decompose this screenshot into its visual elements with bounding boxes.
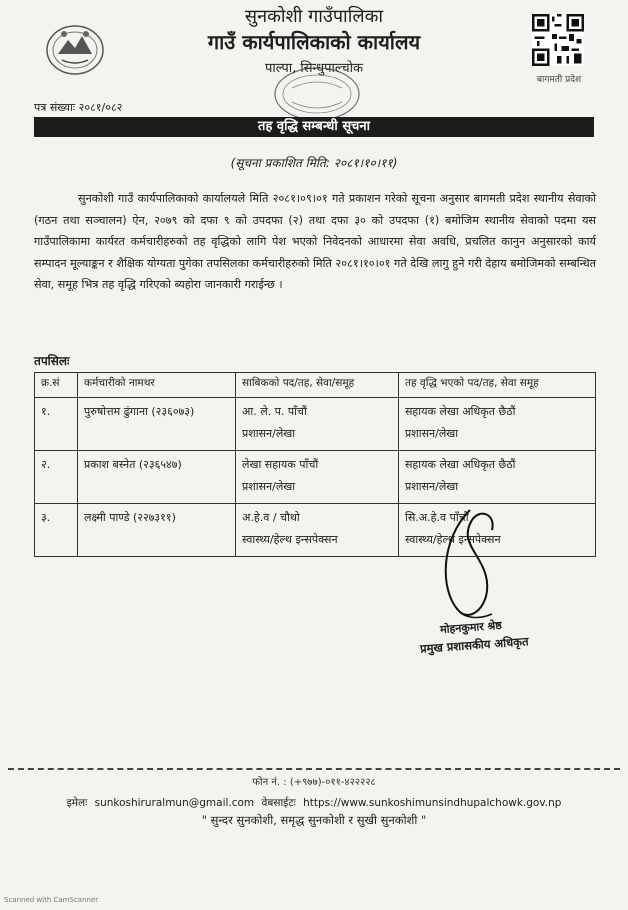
new-group: प्रशासन/लेखा (405, 480, 459, 493)
footer-contact (0, 796, 628, 810)
body-paragraph: सुनकोशी गाउँ कार्यपालिकाको कार्यालयले मिति २०८१।०९।०१ गते प्रकाशन गरेको सूचना अनुसार बागमती प्रदेश स्थानीय सेवाको (गठन तथा सञ्चालन) ऐन, २०७९ को दफा ९ को उपदफा (२) तथा दफा ३० को उपदफा (१) बमोजिम स्थानीय सेवाको पदमा यस गाउँपालिकामा कार्यरत कर्मचारीहरुको तह वृद्धिको लागि पेश भएको निवेदनको आधारमा सेवा अवधि, प्रचलित कानुन अनुसारको कार्य सम्पादन मूल्याङ्कन र शैक्षिक योग्यता पुगेका तपसिलका कर्मचारीहरुको मिति २०८१।१०।०१ गते देखि लागु हुने गरी देहाय बमोजिमको सम्बन्धित सेवा, समूह भित्र तह वृद्धि गरिएको ब्यहोरा जानकारी गराईन्छ । (34, 192, 596, 292)
cell-previous-post (236, 398, 399, 451)
cell-previous-post (236, 504, 399, 557)
office-address: पाल्पा, सिन्धुपाल्चोक (265, 61, 363, 76)
header-new-post: तह वृद्धि भएको पद/तह, सेवा समूह (399, 373, 596, 398)
qr-caption: बागमती प्रदेश (536, 75, 582, 85)
details-label: तपसिलः (34, 354, 70, 368)
reference-number (34, 100, 122, 115)
notice-body (34, 188, 596, 296)
cell-sn: २. (35, 451, 78, 504)
footer-slogan: " सुन्दर सुनकोशी, समृद्ध सुनकोशी र सुखी सुनकोशी " (201, 813, 427, 827)
email-label: इमेलः (66, 797, 88, 809)
new-group: स्वास्थ्य/हेल्थ इन्सपेक्सन (405, 533, 501, 546)
header-name: कर्मचारीको नामथर (78, 373, 236, 398)
previous-post: आ. ले. प. पाँचौं (242, 405, 307, 418)
footer-phone: फोन नं. : (+९७७)-०११-४२२२२८ (252, 777, 376, 788)
new-post: सि.अ.हे.व पाँचौं (405, 511, 469, 524)
notice-title: तह वृद्धि सम्बन्धी सूचना (34, 117, 594, 137)
qr-code-icon (532, 14, 584, 66)
ref-value: २०८१/०८२ (78, 101, 123, 114)
table-row (35, 451, 596, 504)
website-label: वेबसाईटः (261, 797, 296, 809)
header-sn: क्र.सं (35, 373, 78, 398)
table-header-row (35, 373, 596, 398)
table-row (35, 398, 596, 451)
header-previous-post: साबिकको पद/तह, सेवा/समूह (236, 373, 399, 398)
cell-name: प्रकाश बस्नेत (२३६५४७) (78, 451, 236, 504)
org-name: सुनकोशी गाउँपालिका (244, 6, 384, 27)
cell-new-post (399, 451, 596, 504)
cell-name: पुरुषोत्तम ढुंगाना (२३६०७३) (78, 398, 236, 451)
website-link[interactable]: https://www.sunkoshimunsindhupalchowk.gov.np (303, 797, 562, 809)
new-post: सहायक लेखा अधिकृत छैठौं (405, 405, 516, 418)
previous-group: स्वास्थ्य/हेल्थ इन्सपेक्सन (242, 533, 338, 546)
previous-group: प्रशासन/लेखा (242, 427, 296, 440)
cell-new-post (399, 398, 596, 451)
scanner-watermark: Scanned with CamScanner (4, 896, 99, 904)
cell-sn: १. (35, 398, 78, 451)
cell-previous-post (236, 451, 399, 504)
cell-name: लक्ष्मी पाण्डे (२२७३११) (78, 504, 236, 557)
ref-label: पत्र संख्याः (34, 101, 76, 114)
published-date: (सूचना प्रकाशित मिति: २०८१।१०।११) (230, 156, 398, 170)
footer-divider (8, 768, 620, 770)
signatory-name: मोहनकुमार श्रेष्ठ (439, 618, 503, 637)
signatory-title: प्रमुख प्रशासकीय अधिकृत (419, 634, 529, 656)
new-group: प्रशासन/लेखा (405, 427, 459, 440)
previous-post: लेखा सहायक पाँचौं (242, 458, 319, 471)
previous-post: अ.हे.व / चौथो (242, 511, 300, 524)
cell-sn: ३. (35, 504, 78, 557)
office-name: गाउँ कार्यपालिकाको कार्यालय (207, 30, 421, 54)
new-post: सहायक लेखा अधिकृत छैठौं (405, 458, 516, 471)
email-link[interactable]: sunkoshiruralmun@gmail.com (94, 797, 255, 809)
previous-group: प्रशासन/लेखा (242, 480, 296, 493)
office-stamp-icon (272, 66, 362, 122)
